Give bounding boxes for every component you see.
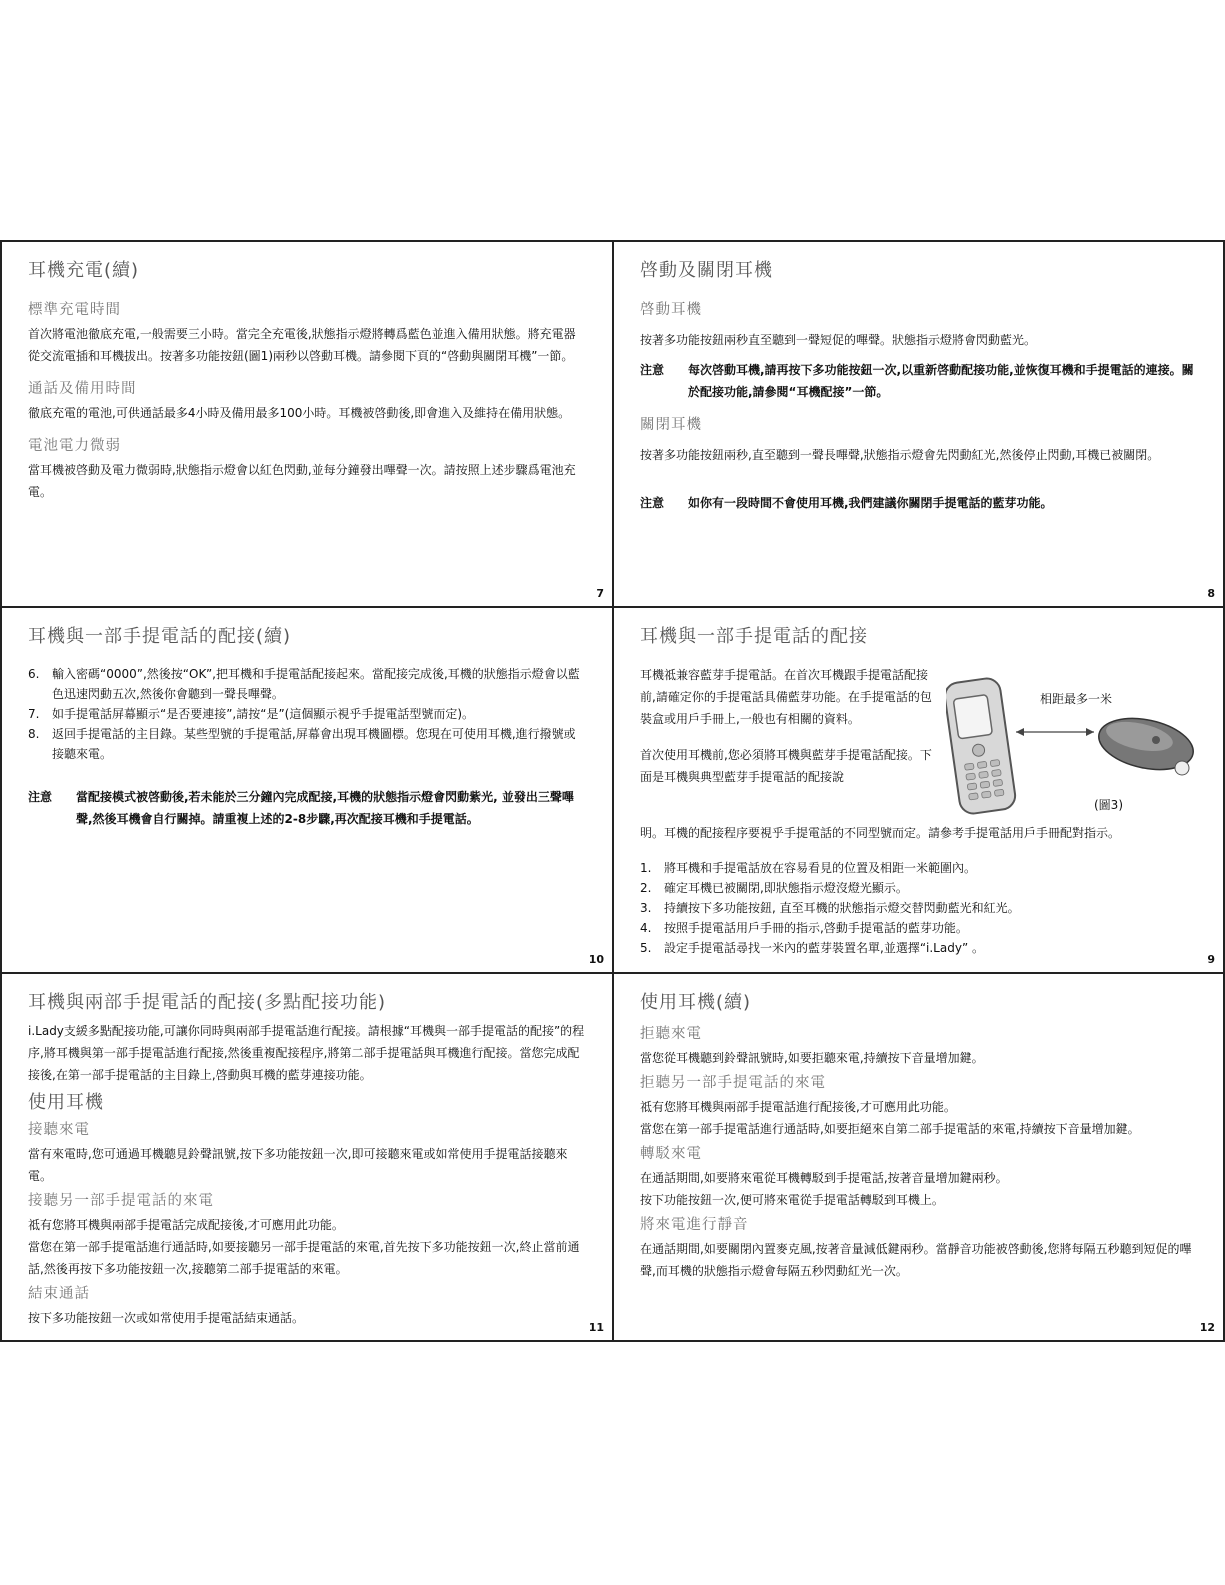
page-11 [0,972,614,1342]
step-number: 4. [640,921,652,935]
section-text: 當您在第一部手提電話進行通話時,如要接聽另一部手提電話的來電,首先按下多功能按鈕一次,終止當前通話,然後再按下多功能按鈕一次,接聽第二部手提電話的來電。 [28,1240,580,1276]
step-text: 按照手提電話用戶手冊的指示,啓動手提電話的藍芽功能。 [664,921,968,935]
manual-spread [0,240,1225,1342]
list-item [640,878,1197,898]
section-heading: 結束通話 [28,1286,90,1302]
note-label: 注意 [28,790,53,804]
page-title: 耳機充電(續) [28,260,140,281]
section-text: 在通話期間,如要將來電從耳機轉駁到手提電話,按著音量增加鍵兩秒。 [640,1171,1008,1185]
note [640,492,1197,514]
list-item [28,724,586,764]
step-number: 8. [28,727,40,741]
section-text: 按著多功能按鈕兩秒直至聽到一聲短促的嗶聲。狀態指示燈將會閃動藍光。 [640,333,1037,347]
section-text: 在通話期間,如要關閉內置麥克風,按著音量減低鍵兩秒。當靜音功能被啓動後,您將每隔五秒聽到短促的嗶聲,而耳機的狀態指示燈會每隔五秒閃動紅光一次。 [640,1242,1192,1278]
section-heading: 啓動耳機 [640,302,702,318]
step-text: 設定手提電話尋找一米內的藍芽裝置名單,並選擇“i.Lady” 。 [664,941,984,955]
section-text: 按著多功能按鈕兩秒,直至聽到一聲長嗶聲,狀態指示燈會先閃動紅光,然後停止閃動,耳機已被關閉。 [640,448,1160,462]
section-title: 使用耳機 [28,1092,104,1113]
page-number: 12 [1199,1321,1215,1334]
list-item [640,858,1197,878]
step-text: 輸入密碼“0000”,然後按“OK”,把耳機和手提電話配接起來。當配接完成後,耳機的狀態指示燈會以藍色迅速閃動五次,然後你會聽到一聲長嗶聲。 [52,667,580,701]
section-text: 首次使用耳機前,您必須將耳機與藍芽手提電話配接。下面是耳機與典型藍芽手提電話的配接說 [640,748,932,784]
section-heading: 拒聽另一部手提電話的來電 [640,1075,826,1091]
page-title: 使用耳機(續) [640,992,752,1013]
step-text: 返回手提電話的主目錄。某些型號的手提電話,屏幕會出現耳機圖標。您現在可使用耳機,進行撥號或接聽來電。 [52,727,576,761]
step-number: 5. [640,941,652,955]
section-text: 按下功能按鈕一次,便可將來電從手提電話轉駁到耳機上。 [640,1193,944,1207]
section-text: 當您從耳機聽到鈴聲訊號時,如要拒聽來電,持續按下音量增加鍵。 [640,1051,984,1065]
page-number: 8 [1207,587,1215,600]
section-text: 首次將電池徹底充電,一般需要三小時。當完全充電後,狀態指示燈將轉爲藍色並進入備用狀態。將充電器從交流電插和耳機拔出。按著多功能按鈕(圖1)兩秒以啓動耳機。請參閱下頁的“啓動與關閉耳機”一節。 [28,327,576,363]
step-number: 1. [640,861,652,875]
page-number: 11 [588,1321,604,1334]
section-heading: 通話及備用時間 [28,381,137,397]
note-text: 如你有一段時間不會使用耳機,我們建議你關閉手提電話的藍芽功能。 [688,496,1053,510]
section-heading: 接聽來電 [28,1122,90,1138]
page-number: 9 [1207,953,1215,966]
step-text: 確定耳機已被關閉,即狀態指示燈沒燈光顯示。 [664,881,908,895]
step-text: 如手提電話屏幕顯示“是否要連接”,請按“是”(這個顯示視乎手提電話型號而定)。 [52,707,475,721]
phone-headset-illustration [946,660,1196,820]
page-title: 耳機與兩部手提電話的配接(多點配接功能) [28,992,387,1013]
page-title: 啓動及關閉耳機 [640,260,773,281]
section-heading: 將來電進行靜音 [640,1217,749,1233]
list-item [640,898,1197,918]
note-label: 注意 [640,496,665,510]
step-number: 3. [640,901,652,915]
headset-icon [1094,711,1196,778]
section-text: 按下多功能按鈕一次或如常使用手提電話結束通話。 [28,1311,305,1325]
section-text: 徹底充電的電池,可供通話最多4小時及備用最多100小時。耳機被啓動後,即會進入及維持在備用狀態。 [28,406,571,420]
section-heading: 轉駁來電 [640,1146,702,1162]
phone-icon [946,677,1017,816]
section-text: 祗有您將耳機與兩部手提電話完成配接後,才可應用此功能。 [28,1218,344,1232]
step-number: 2. [640,881,652,895]
intro-text: 耳機祗兼容藍芽手提電話。在首次耳機跟手提電話配接前,請確定你的手提電話具備藍芽功能。在手提電話的包裝盒或用戶手冊上,一般也有相關的資料。 [640,668,932,726]
section-text: 祗有您將耳機與兩部手提電話進行配接後,才可應用此功能。 [640,1100,956,1114]
steps-list [28,664,586,764]
page-9 [612,606,1225,974]
note-text: 當配接模式被啓動後,若未能於三分鐘內完成配接,耳機的狀態指示燈會閃動紫光, 並發出三聲嗶聲,然後耳機會自行關掉。請重複上述的2-8步驟,再次配接耳機和手提電話。 [76,790,574,826]
page-7 [0,240,614,608]
figure-3 [946,660,1196,820]
note-text: 每次啓動耳機,請再按下多功能按鈕一次,以重新啓動配接功能,並恢復耳機和手提電話的連接。關於配接功能,請參閱“耳機配接”一節。 [688,363,1194,399]
note [28,786,586,830]
note [640,359,1197,403]
section-heading: 標準充電時間 [28,302,121,318]
section-text: 當耳機被啓動及電力微弱時,狀態指示燈會以紅色閃動,並每分鐘發出嗶聲一次。請按照上述步驟爲電池充電。 [28,463,576,499]
list-item [28,664,586,704]
section-heading: 電池電力微弱 [28,438,121,454]
pairing-intro [640,664,1197,822]
section-text: 當您在第一部手提電話進行通話時,如要拒絕來自第二部手提電話的來電,持續按下音量增加鍵。 [640,1122,1140,1136]
list-item [640,918,1197,938]
list-item [640,938,1197,958]
step-text: 將耳機和手提電話放在容易看見的位置及相距一米範圍內。 [664,861,977,875]
distance-arrow-icon [1016,728,1094,736]
page-8 [612,240,1225,608]
steps-list [640,858,1197,958]
page-10 [0,606,614,974]
step-number: 7. [28,707,40,721]
intro-text: i.Lady支緩多點配接功能,可讓你同時與兩部手提電話進行配接。請根據“耳機與一部手提電話的配接”的程序,將耳機與第一部手提電話進行配接,然後重複配接程序,將第二部手提電話與耳機進行配接。當您完成配接後,在第一部手提電話的主目錄上,啓動與耳機的藍芽連接功能。 [28,1024,585,1082]
section-heading: 接聽另一部手提電話的來電 [28,1193,214,1209]
section-heading: 拒聽來電 [640,1026,702,1042]
section-text: 明。耳機的配接程序要視乎手提電話的不同型號而定。請參考手提電話用戶手冊配對指示。 [640,826,1121,840]
list-item [28,704,586,724]
page-title: 耳機與一部手提電話的配接 [640,626,868,647]
distance-label: 相距最多一米 [1040,692,1113,706]
page-number: 10 [588,953,604,966]
page-12 [612,972,1225,1342]
step-number: 6. [28,667,40,681]
section-text: 當有來電時,您可通過耳機聽見鈴聲訊號,按下多功能按鈕一次,即可接聽來電或如常使用手提電話接聽來電。 [28,1147,568,1183]
step-text: 持續按下多功能按鈕, 直至耳機的狀態指示燈交替閃動藍光和紅光。 [664,901,1020,915]
section-heading: 關閉耳機 [640,417,702,433]
page-title: 耳機與一部手提電話的配接(續) [28,626,292,647]
figure-caption: (圖3) [1094,798,1123,812]
note-label: 注意 [640,363,665,377]
page-number: 7 [596,587,604,600]
